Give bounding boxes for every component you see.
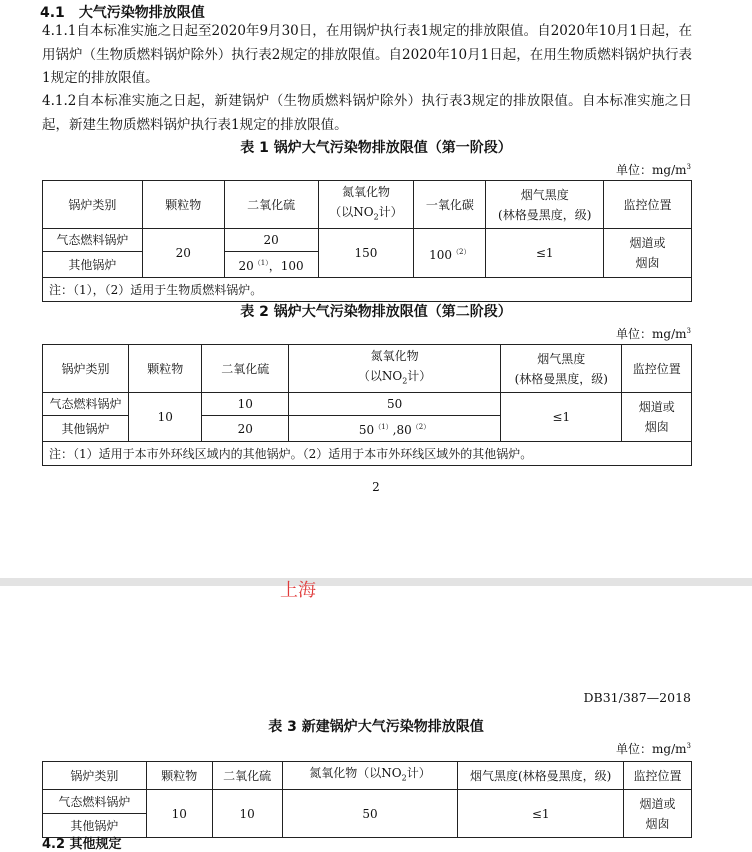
table-row: [43, 393, 692, 416]
table1: [42, 180, 692, 302]
table3-header-row: [43, 762, 692, 790]
table1-header-smoke: 烟气黑度 (林格曼黑度，级): [486, 181, 604, 229]
paragraph-4-1-1: 4.1.1自本标准实施之日起至2020年9月30日，在用锅炉执行表1规定的排放限值。自2020年10月1日起，在用锅炉（生物质燃料锅炉除外）执行表2规定的排放限值。自2020年10月1日起，在用生物质燃料锅炉执行表1规定的排放限值。: [42, 23, 692, 86]
table3: [42, 761, 692, 838]
table1-row1-type: 气态燃料锅炉: [43, 229, 143, 252]
table2-header-row: [43, 345, 692, 393]
table3-smoke-value: ≤1: [458, 790, 624, 838]
table3-pm-value: 10: [146, 790, 212, 838]
table1-pm-value: 20: [142, 229, 224, 278]
table1-header-monitor: 监控位置: [604, 181, 692, 229]
table3-monitor-value: 烟道或 烟囱: [624, 790, 692, 838]
table1-co-value: $100^{(2)}$: [414, 229, 486, 278]
table3-header-pm: 颗粒物: [146, 762, 212, 790]
table-row: [43, 790, 692, 814]
table2-monitor-value: 烟道或 烟囱: [622, 393, 692, 442]
table3-so2-value: 10: [212, 790, 282, 838]
table1-header-row: [43, 181, 692, 229]
table2-row1-nox: 50: [289, 393, 501, 416]
section-title: 大气污染物排放限值: [78, 5, 205, 21]
table2-pm-value: 10: [129, 393, 202, 442]
table1-header-type: 锅炉类别: [43, 181, 143, 229]
page-number: 2: [372, 480, 380, 494]
table1-row1-so2: 20: [224, 229, 318, 252]
table1-row2-type: 其他锅炉: [43, 252, 143, 278]
table2-note-row: [43, 442, 692, 466]
table2-note: 注：（1）适用于本市外环线区域内的其他锅炉。（2）适用于本市外环线区域外的其他锅炉。: [43, 442, 692, 466]
table1-monitor-value: 烟道或 烟囱: [604, 229, 692, 278]
table2-header-monitor: 监控位置: [622, 345, 692, 393]
table2-header-type: 锅炉类别: [43, 345, 129, 393]
table3-nox-value: 50: [282, 790, 458, 838]
table2-header-so2: 二氧化硫: [202, 345, 289, 393]
table2-row1-type: 气态燃料锅炉: [43, 393, 129, 416]
table2-row2-type: 其他锅炉: [43, 416, 129, 442]
table2-header-nox: 氮氧化物 （以$NO_2$计）: [289, 345, 501, 393]
table3-header-monitor: 监控位置: [624, 762, 692, 790]
table-row: [43, 229, 692, 252]
table1-note-row: [43, 278, 692, 302]
table2: [42, 344, 692, 466]
table1-note: 注：（1），（2）适用于生物质燃料锅炉。: [43, 278, 692, 302]
section-number: 4.1: [40, 5, 65, 21]
table1-row2-so2: $20^{(1)}$，100: [224, 252, 318, 278]
table2-smoke-value: ≤1: [501, 393, 622, 442]
table3-caption: 表 3 新建锅炉大气污染物排放限值: [268, 719, 484, 735]
paragraph-4-1-2: 4.1.2自本标准实施之日起，新建锅炉（生物质燃料锅炉除外）执行表3规定的排放限值。自本标准实施之日起，新建生物质燃料锅炉执行表1规定的排放限值。: [42, 93, 692, 133]
table1-caption: 表 1 锅炉大气污染物排放限值（第一阶段）: [240, 140, 512, 156]
table3-row1-type: 气态燃料锅炉: [43, 790, 147, 814]
table2-row1-so2: 10: [202, 393, 289, 416]
table1-header-pm: 颗粒物: [142, 181, 224, 229]
table3-row2-type: 其他锅炉: [43, 814, 147, 838]
table2-unit: 单位：$mg/m^3$: [616, 327, 691, 341]
table1-smoke-value: ≤1: [486, 229, 604, 278]
table3-header-type: 锅炉类别: [43, 762, 147, 790]
table2-row2-so2: 20: [202, 416, 289, 442]
table1-nox-value: 150: [318, 229, 414, 278]
table2-caption: 表 2 锅炉大气污染物排放限值（第二阶段）: [240, 304, 512, 320]
page-gap-divider: [0, 578, 752, 586]
table3-header-nox: 氮氧化物（以$NO_2$计）: [282, 762, 458, 790]
table1-header-nox: 氮氧化物 （以$NO_2$计）: [318, 181, 414, 229]
watermark-text: 上海: [280, 580, 316, 601]
table1-unit: 单位：$mg/m^3$: [616, 163, 691, 177]
next-section-heading-partial: 4.2 其他规定: [42, 837, 122, 852]
table3-header-smoke: 烟气黑度(林格曼黑度，级): [458, 762, 624, 790]
table2-header-pm: 颗粒物: [129, 345, 202, 393]
table1-header-co: 一氧化碳: [414, 181, 486, 229]
table3-header-so2: 二氧化硫: [212, 762, 282, 790]
table2-header-smoke: 烟气黑度 (林格曼黑度，级): [501, 345, 622, 393]
section-heading: [40, 2, 205, 22]
table2-row2-nox: $50^{(1)},80^{(2)}$: [289, 416, 501, 442]
table3-unit: 单位：$mg/m^3$: [616, 742, 691, 756]
table1-header-so2: 二氧化硫: [224, 181, 318, 229]
standard-number: DB31/387—2018: [583, 690, 691, 705]
